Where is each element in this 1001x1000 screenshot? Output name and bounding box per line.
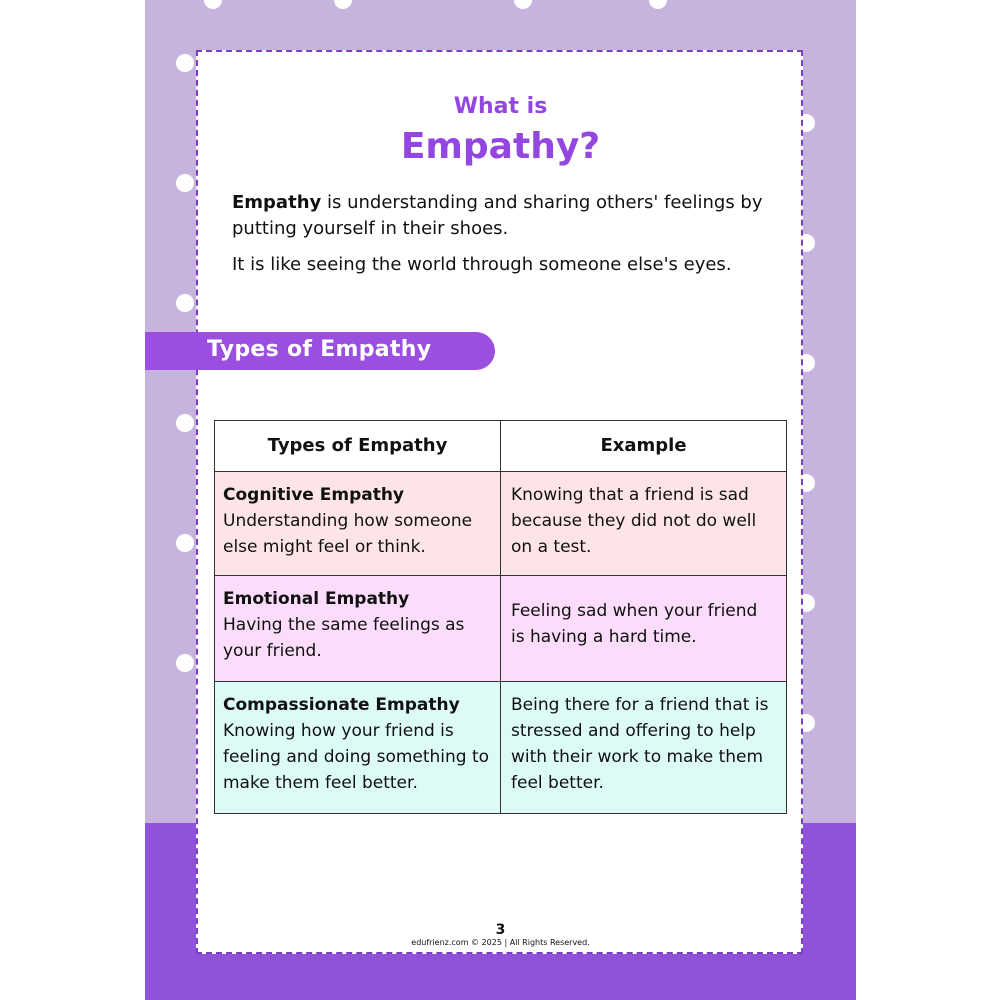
intro-paragraph-2: It is like seeing the world through someone else's eyes. [232,254,732,275]
type-description: Knowing how your friend is feeling and doing something to make them feel better. [223,721,490,793]
page-title: Empathy? [400,126,601,167]
type-name: Emotional Empathy [223,589,410,609]
decor-dot [176,174,194,192]
empathy-types-table [214,420,787,814]
section-banner-title: Types of Empathy [207,337,432,362]
type-cell [215,472,501,576]
decor-dot [176,534,194,552]
decor-dot [334,0,352,9]
type-description: Understanding how someone else might feel or think. [223,511,473,557]
decor-dot [176,294,194,312]
decor-dot [204,0,222,9]
table-row [215,576,787,682]
type-cell [215,682,501,814]
decor-dot [176,54,194,72]
intro-paragraph-1 [232,190,772,242]
type-description: Having the same feelings as your friend. [223,615,465,661]
table-header-row [215,421,787,472]
intro-bold-term: Empathy [232,192,322,213]
section-banner [145,332,495,370]
table-header-types: Types of Empathy [215,421,501,472]
type-name: Compassionate Empathy [223,695,460,715]
type-cell [215,576,501,682]
footer-copyright: edufrienz.com © 2025 | All Rights Reserved. [411,938,590,947]
decor-dot [514,0,532,9]
decor-dot [176,414,194,432]
title-line-1: What is [453,94,548,119]
example-cell: Feeling sad when your friend is having a hard time. [501,576,787,682]
page-number: 3 [495,922,506,938]
decor-dot [176,654,194,672]
type-name: Cognitive Empathy [223,485,405,505]
table-row [215,682,787,814]
decor-dot [649,0,667,9]
table-header-example: Example [501,421,787,472]
intro-text [232,190,772,288]
intro-definition: is understanding and sharing others' feelings by putting yourself in their shoes. [232,192,763,239]
example-cell: Knowing that a friend is sad because they did not do well on a test. [501,472,787,576]
example-cell: Being there for a friend that is stressed and offering to help with their work to make them feel better. [501,682,787,814]
table-row [215,472,787,576]
